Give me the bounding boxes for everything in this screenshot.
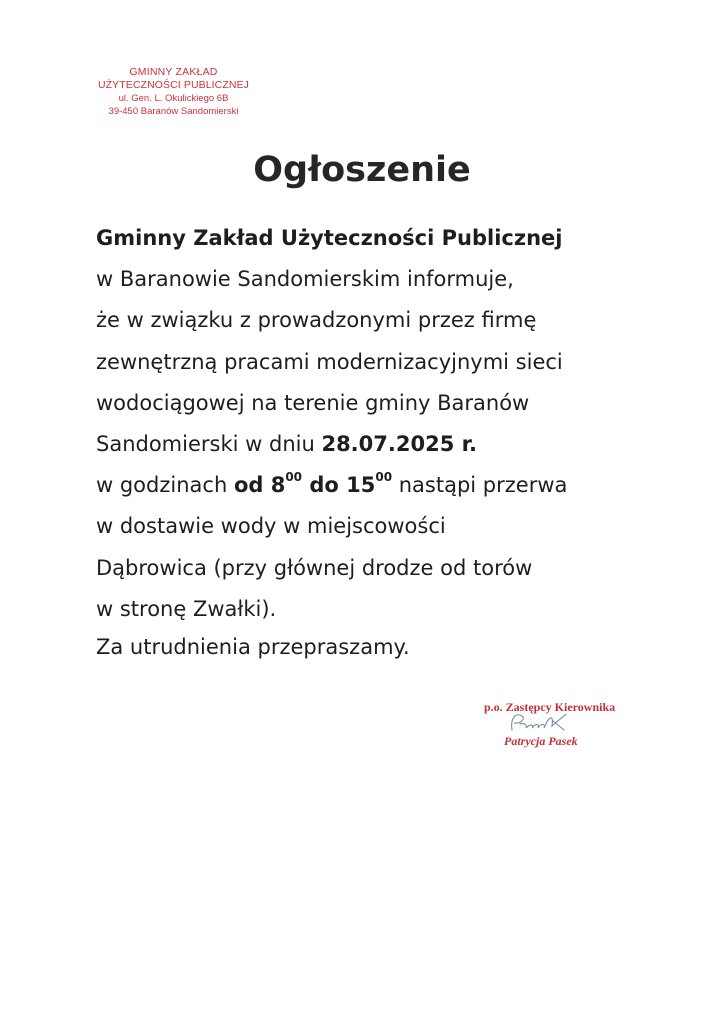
announcement-body (96, 218, 676, 630)
stamp-line-1: GMINNY ZAKŁAD (129, 66, 218, 78)
organization-stamp (86, 66, 261, 118)
outage-end-time: do $15^{00}$ (302, 470, 393, 498)
signature-stamp (478, 700, 638, 749)
stamp-line-3: ul. Gen. L. Okulickiego 6B (118, 93, 229, 104)
outage-date: 28.07.2025 r. (321, 432, 477, 457)
body-line-5: wodociągowej na terenie gminy Baranów (96, 390, 530, 415)
body-line-7-text: w godzinach (96, 473, 234, 498)
body-line-10: w stronę Zwałki). (96, 596, 277, 621)
outage-start-time: od $8^{00}$ (233, 470, 303, 498)
page-title: Ogłoszenie (253, 150, 471, 190)
body-line-6-text: Sandomierski w dniu (96, 432, 322, 457)
body-line-8: w dostawie wody w miejscowości (96, 514, 446, 539)
body-line-6 (96, 424, 676, 465)
body-line-4: zewnętrzną pracami modernizacyjnymi sieci (96, 349, 563, 374)
body-line-9: Dąbrowica (przy głównej drodze od torów (96, 555, 533, 580)
body-line-1: Gminny Zakład Użyteczności Publicznej (96, 226, 563, 250)
closing-apology: Za utrudnienia przepraszamy. (96, 635, 410, 659)
body-line-3: że w związku z prowadzonymi przez firmę (96, 308, 537, 333)
body-line-7-tail: nastąpi przerwa (392, 473, 568, 498)
stamp-line-4: 39-450 Baranów Sandomierski (108, 106, 239, 117)
signatory-role: p.o. Zastępcy Kierownika (484, 700, 616, 714)
body-line-7 (96, 465, 676, 506)
stamp-line-2: UŻYTECZNOŚCI PUBLICZNEJ (97, 79, 250, 91)
body-line-2: w Baranowie Sandomierskim informuje, (96, 267, 514, 292)
signatory-name: Patrycja Pasek (504, 734, 578, 748)
handwritten-signature-icon (506, 708, 576, 738)
